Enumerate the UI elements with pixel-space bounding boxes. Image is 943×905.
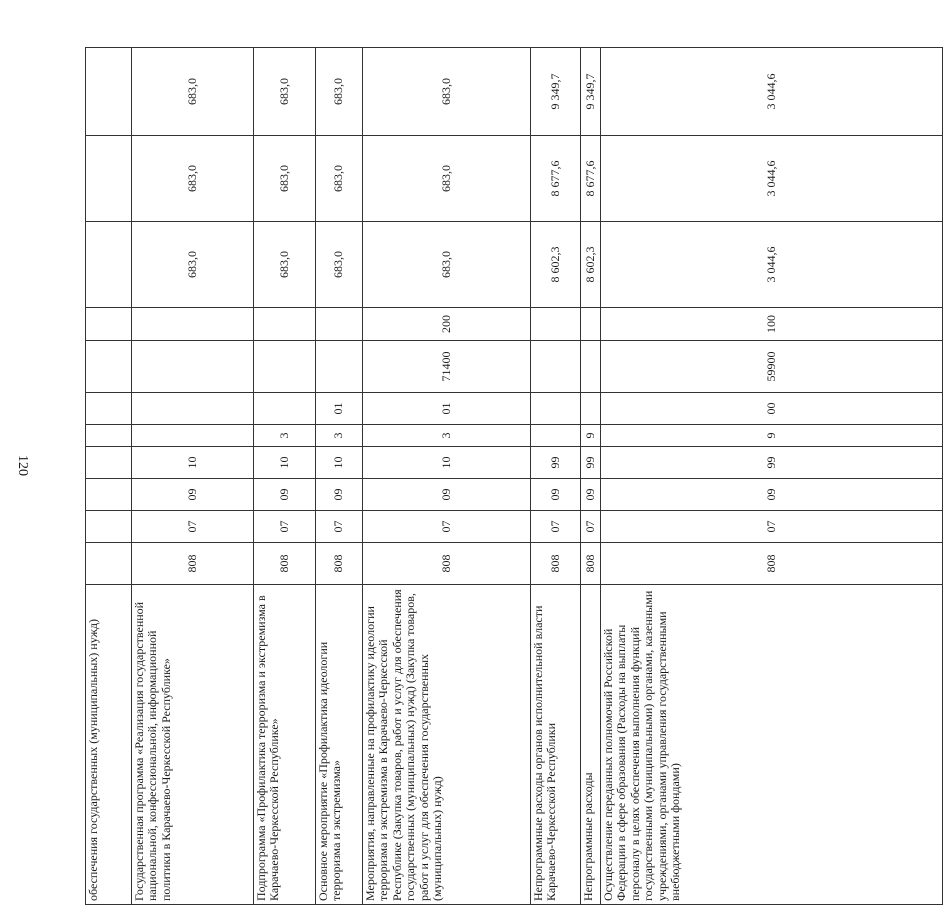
amount-year-2-cell: 8 677,6 — [531, 136, 581, 222]
amount-year-1-cell: 683,0 — [363, 222, 531, 308]
target-event-code-cell — [254, 393, 316, 425]
section-code-cell: 07 — [531, 511, 581, 543]
row-name-cell: Мероприятия, направленные на профилактику идеологии терроризма и экстремизма в Карачаево-Черкесской Республике (Закупка товаров, работ и услуг для обеспечения государственных (муниципальных) нужд) (Закупка товаров, работ и услуг для обеспечения государственных (муниципальных) нужд) — [363, 585, 531, 905]
section-code-cell: 07 — [316, 511, 363, 543]
table-row — [86, 48, 132, 905]
amount-year-3-cell: 683,0 — [316, 48, 363, 136]
expense-type-code-cell — [581, 308, 601, 341]
rotated-table-container — [85, 48, 778, 905]
target-event-code-cell: 00 — [601, 393, 943, 425]
amount-year-1-cell: 3 044,6 — [601, 222, 943, 308]
amount-year-2-cell: 683,0 — [363, 136, 531, 222]
subsection-code-cell — [86, 479, 132, 511]
table-row — [254, 48, 316, 905]
target-event-code-cell — [581, 393, 601, 425]
target-program-code-cell: 99 — [531, 447, 581, 479]
target-direction-code-cell — [254, 341, 316, 393]
table-row — [363, 48, 531, 905]
target-subprogram-code-cell: 3 — [316, 425, 363, 447]
table-row — [601, 48, 943, 905]
target-direction-code-cell: 59900 — [601, 341, 943, 393]
subsection-code-cell: 09 — [132, 479, 254, 511]
section-code-cell: 07 — [132, 511, 254, 543]
section-code-cell — [86, 511, 132, 543]
target-direction-code-cell — [132, 341, 254, 393]
target-direction-code-cell — [86, 341, 132, 393]
amount-year-1-cell: 8 602,3 — [531, 222, 581, 308]
amount-year-3-cell: 683,0 — [363, 48, 531, 136]
target-program-code-cell: 10 — [316, 447, 363, 479]
target-program-code-cell: 10 — [132, 447, 254, 479]
amount-year-3-cell: 9 349,7 — [581, 48, 601, 136]
ved-code-cell — [86, 543, 132, 585]
expense-type-code-cell — [132, 308, 254, 341]
amount-year-1-cell: 8 602,3 — [581, 222, 601, 308]
amount-year-1-cell: 683,0 — [254, 222, 316, 308]
amount-year-3-cell — [86, 48, 132, 136]
section-code-cell: 07 — [601, 511, 943, 543]
amount-year-1-cell — [86, 222, 132, 308]
row-name-cell: обеспечения государственных (муниципальных) нужд) — [86, 585, 132, 905]
amount-year-2-cell: 8 677,6 — [581, 136, 601, 222]
ved-code-cell: 808 — [363, 543, 531, 585]
amount-year-2-cell: 683,0 — [254, 136, 316, 222]
section-code-cell: 07 — [254, 511, 316, 543]
row-name-cell: Государственная программа «Реализация государственной национальной, конфессиональной, информационной политики в Карачаево-Черкесской Республике» — [132, 585, 254, 905]
expense-type-code-cell — [254, 308, 316, 341]
table-row — [316, 48, 363, 905]
section-code-cell: 07 — [581, 511, 601, 543]
amount-year-1-cell: 683,0 — [132, 222, 254, 308]
amount-year-3-cell: 9 349,7 — [531, 48, 581, 136]
target-event-code-cell — [86, 393, 132, 425]
row-name-cell: Подпрограмма «Профилактика терроризма и экстремизма в Карачаево-Черкесской Республике» — [254, 585, 316, 905]
page-number: 120 — [15, 455, 30, 476]
ved-code-cell: 808 — [601, 543, 943, 585]
ved-code-cell: 808 — [581, 543, 601, 585]
subsection-code-cell: 09 — [316, 479, 363, 511]
subsection-code-cell: 09 — [601, 479, 943, 511]
row-name-cell: Непрограммные расходы — [581, 585, 601, 905]
table-row — [132, 48, 254, 905]
table-row — [531, 48, 581, 905]
ved-code-cell: 808 — [316, 543, 363, 585]
target-subprogram-code-cell — [132, 425, 254, 447]
expense-type-code-cell — [316, 308, 363, 341]
subsection-code-cell: 09 — [581, 479, 601, 511]
target-subprogram-code-cell: 3 — [254, 425, 316, 447]
target-program-code-cell: 10 — [254, 447, 316, 479]
amount-year-2-cell: 3 044,6 — [601, 136, 943, 222]
budget-table — [85, 47, 943, 905]
amount-year-2-cell: 683,0 — [132, 136, 254, 222]
target-program-code-cell — [86, 447, 132, 479]
target-direction-code-cell — [581, 341, 601, 393]
target-subprogram-code-cell — [531, 425, 581, 447]
amount-year-2-cell — [86, 136, 132, 222]
expense-type-code-cell: 200 — [363, 308, 531, 341]
target-event-code-cell: 01 — [316, 393, 363, 425]
target-direction-code-cell: 71400 — [363, 341, 531, 393]
amount-year-3-cell: 3 044,6 — [601, 48, 943, 136]
amount-year-3-cell: 683,0 — [132, 48, 254, 136]
subsection-code-cell: 09 — [531, 479, 581, 511]
ved-code-cell: 808 — [254, 543, 316, 585]
expense-type-code-cell — [86, 308, 132, 341]
target-program-code-cell: 99 — [581, 447, 601, 479]
table-row — [581, 48, 601, 905]
target-program-code-cell: 99 — [601, 447, 943, 479]
ved-code-cell: 808 — [132, 543, 254, 585]
section-code-cell: 07 — [363, 511, 531, 543]
target-subprogram-code-cell: 9 — [581, 425, 601, 447]
target-subprogram-code-cell — [86, 425, 132, 447]
target-subprogram-code-cell: 9 — [601, 425, 943, 447]
target-event-code-cell: 01 — [363, 393, 531, 425]
subsection-code-cell: 09 — [254, 479, 316, 511]
ved-code-cell: 808 — [531, 543, 581, 585]
amount-year-1-cell: 683,0 — [316, 222, 363, 308]
table-body — [86, 48, 943, 905]
target-event-code-cell — [531, 393, 581, 425]
row-name-cell: Основное мероприятие «Профилактика идеологии терроризма и экстремизма» — [316, 585, 363, 905]
target-direction-code-cell — [316, 341, 363, 393]
amount-year-3-cell: 683,0 — [254, 48, 316, 136]
expense-type-code-cell — [531, 308, 581, 341]
target-program-code-cell: 10 — [363, 447, 531, 479]
row-name-cell: Непрограммные расходы органов исполнительной власти Карачаево-Черкесской Республики — [531, 585, 581, 905]
row-name-cell: Осуществление переданных полномочий Российской Федерации в сфере образования (Расходы на выплаты персоналу в целях обеспечения выполнения функций государственными (муниципальными) органами, казенными учреждениями, органами управления государственными внебюджетными фондами) — [601, 585, 943, 905]
expense-type-code-cell: 100 — [601, 308, 943, 341]
amount-year-2-cell: 683,0 — [316, 136, 363, 222]
target-event-code-cell — [132, 393, 254, 425]
target-direction-code-cell — [531, 341, 581, 393]
subsection-code-cell: 09 — [363, 479, 531, 511]
target-subprogram-code-cell: 3 — [363, 425, 531, 447]
